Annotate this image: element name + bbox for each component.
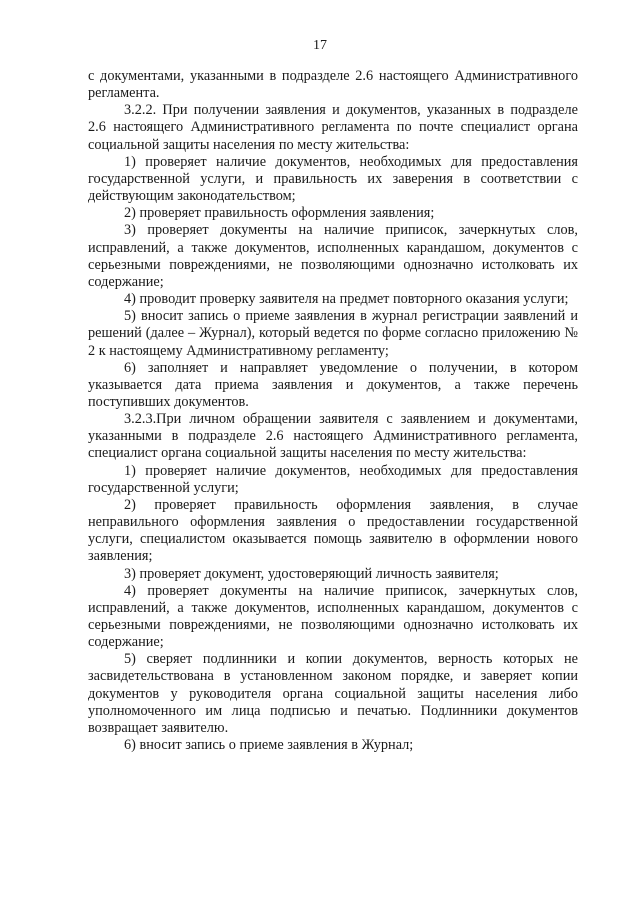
list-item: 1) проверяет наличие документов, необходимых для предоставления государственной услуги, и правильность их заверения в соответствии с действующим законодательством;: [88, 153, 578, 205]
list-item: 5) вносит запись о приеме заявления в журнал регистрации заявлений и решений (далее – Журнал), который ведется по форме согласно приложению № 2 к настоящему Административному регламенту;: [88, 308, 578, 359]
list-item: 4) проверяет документы на наличие приписок, зачеркнутых слов, исправлений, а также документов, исполненных карандашом, документов с серьезными повреждениями, не позволяющими однозначно истолковать их содержание;: [88, 582, 578, 651]
list-item: 2) проверяет правильность оформления заявления;: [124, 205, 435, 222]
list-item: 1) проверяет наличие документов, необходимых для предоставления государственной услуги;: [88, 462, 578, 496]
paragraph-continuation: с документами, указанными в подразделе 2.6 настоящего Административного регламента.: [88, 68, 578, 102]
list-item: 4) проводит проверку заявителя на предмет повторного оказания услуги;: [124, 291, 569, 308]
list-item: 2) проверяет правильность оформления заявления, в случае неправильного оформления заявления о предоставлении государственной услуги, специалистом оказывается помощь заявителю в оформлении нового заявления;: [88, 496, 578, 565]
document-body: [88, 68, 578, 754]
list-item: 6) вносит запись о приеме заявления в Журнал;: [124, 737, 414, 754]
list-item: 3) проверяет документы на наличие приписок, зачеркнутых слов, исправлений, а также документов, исполненных карандашом, документов с серьезными повреждениями, не позволяющими однозначно истолковать их содержание;: [88, 222, 578, 290]
list-item: 6) заполняет и направляет уведомление о получении, в котором указывается дата приема заявления и документов, а также перечень поступивших документов.: [88, 359, 578, 410]
list-item: 3) проверяет документ, удостоверяющий личность заявителя;: [124, 565, 499, 582]
paragraph-3-2-3: 3.2.3.При личном обращении заявителя с заявлением и документами, указанными в подразделе 2.6 настоящего Административного регламента, специалист органа социальной защиты населения по месту жительства:: [88, 411, 578, 462]
page-number: 17: [313, 38, 327, 53]
list-item: 5) сверяет подлинники и копии документов, верность которых не засвидетельствована в установленном законом порядке, и заверяет копии документов у руководителя органа социальной защиты населения либо уполномоченного им лица подписью и печатью. Подлинники документов возвращает заявителю.: [88, 651, 578, 736]
paragraph-3-2-2: 3.2.2. При получении заявления и документов, указанных в подразделе 2.6 настоящего Административного регламента по почте специалист органа социальной защиты населения по месту жительства:: [88, 102, 578, 153]
